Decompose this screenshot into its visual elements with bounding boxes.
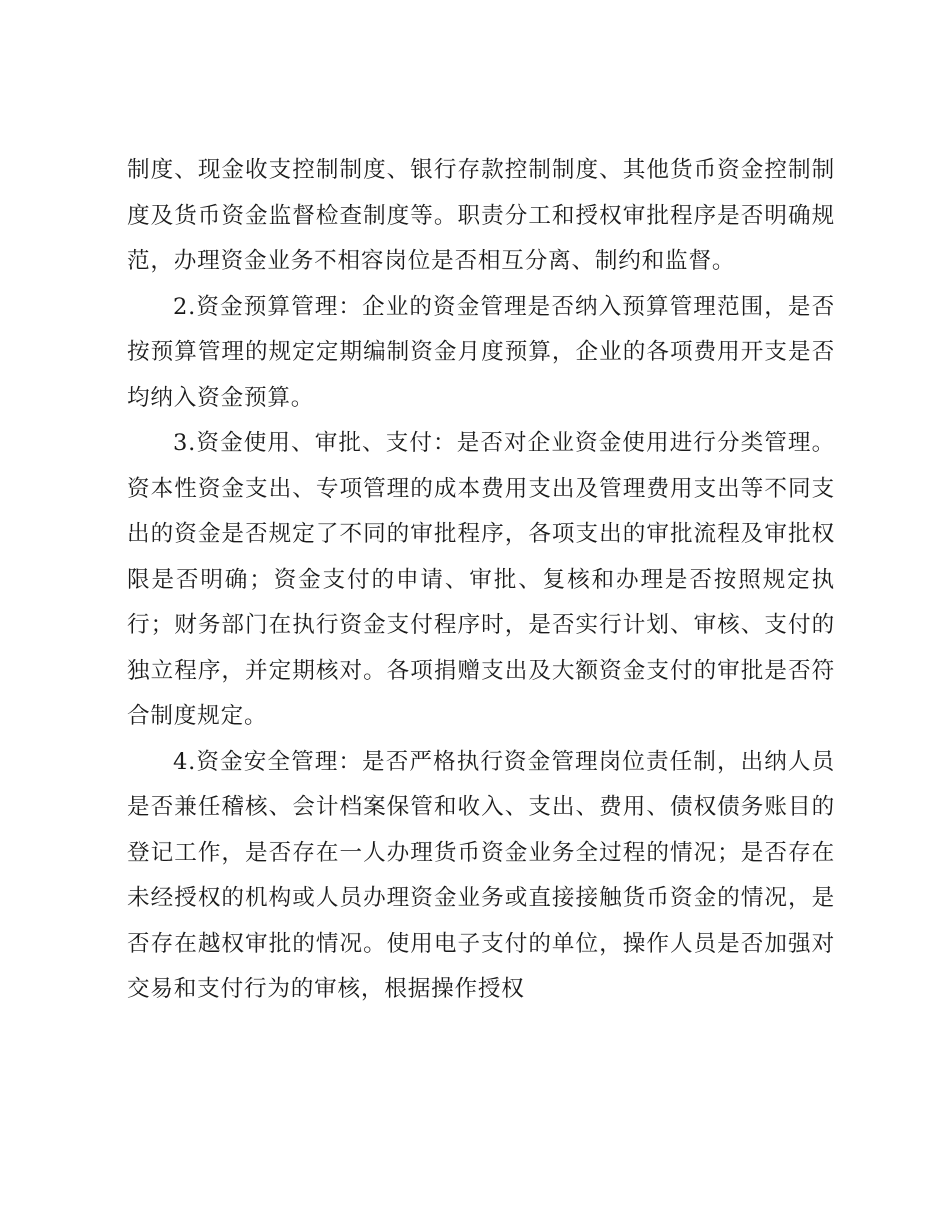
paragraph-fund-security: 4.资金安全管理：是否严格执行资金管理岗位责任制，出纳人员是否兼任稽核、会计档案保管和收入、支出、费用、债权债务账目的登记工作，是否存在一人办理货币资金业务全过程的情况；是否存在未经授权的机构或人员办理资金业务或直接接触货币资金的情况，是否存在越权审批的情况。使用电子支付的单位，操作人员是否加强对交易和支付行为的审核，根据操作授权	[127, 748, 835, 1002]
paragraph-fund-budget: 2.资金预算管理：企业的资金管理是否纳入预算管理范围，是否按预算管理的规定定期编制资金月度预算，企业的各项费用开支是否均纳入资金预算。	[127, 293, 835, 411]
document-body	[127, 148, 835, 1013]
paragraph-continuation: 制度、现金收支控制制度、银行存款控制制度、其他货币资金控制制度及货币资金监督检查制度等。职责分工和授权审批程序是否明确规范，办理资金业务不相容岗位是否相互分离、制约和监督。	[127, 157, 835, 274]
paragraph-fund-approval: 3.资金使用、审批、支付：是否对企业资金使用进行分类管理。资本性资金支出、专项管理的成本费用支出及管理费用支出等不同支出的资金是否规定了不同的审批程序，各项支出的审批流程及审批权限是否明确；资金支付的申请、审批、复核和办理是否按照规定执行；财务部门在执行资金支付程序时，是否实行计划、审核、支付的独立程序，并定期核对。各项捐赠支出及大额资金支付的审批是否符合制度规定。	[127, 430, 835, 729]
